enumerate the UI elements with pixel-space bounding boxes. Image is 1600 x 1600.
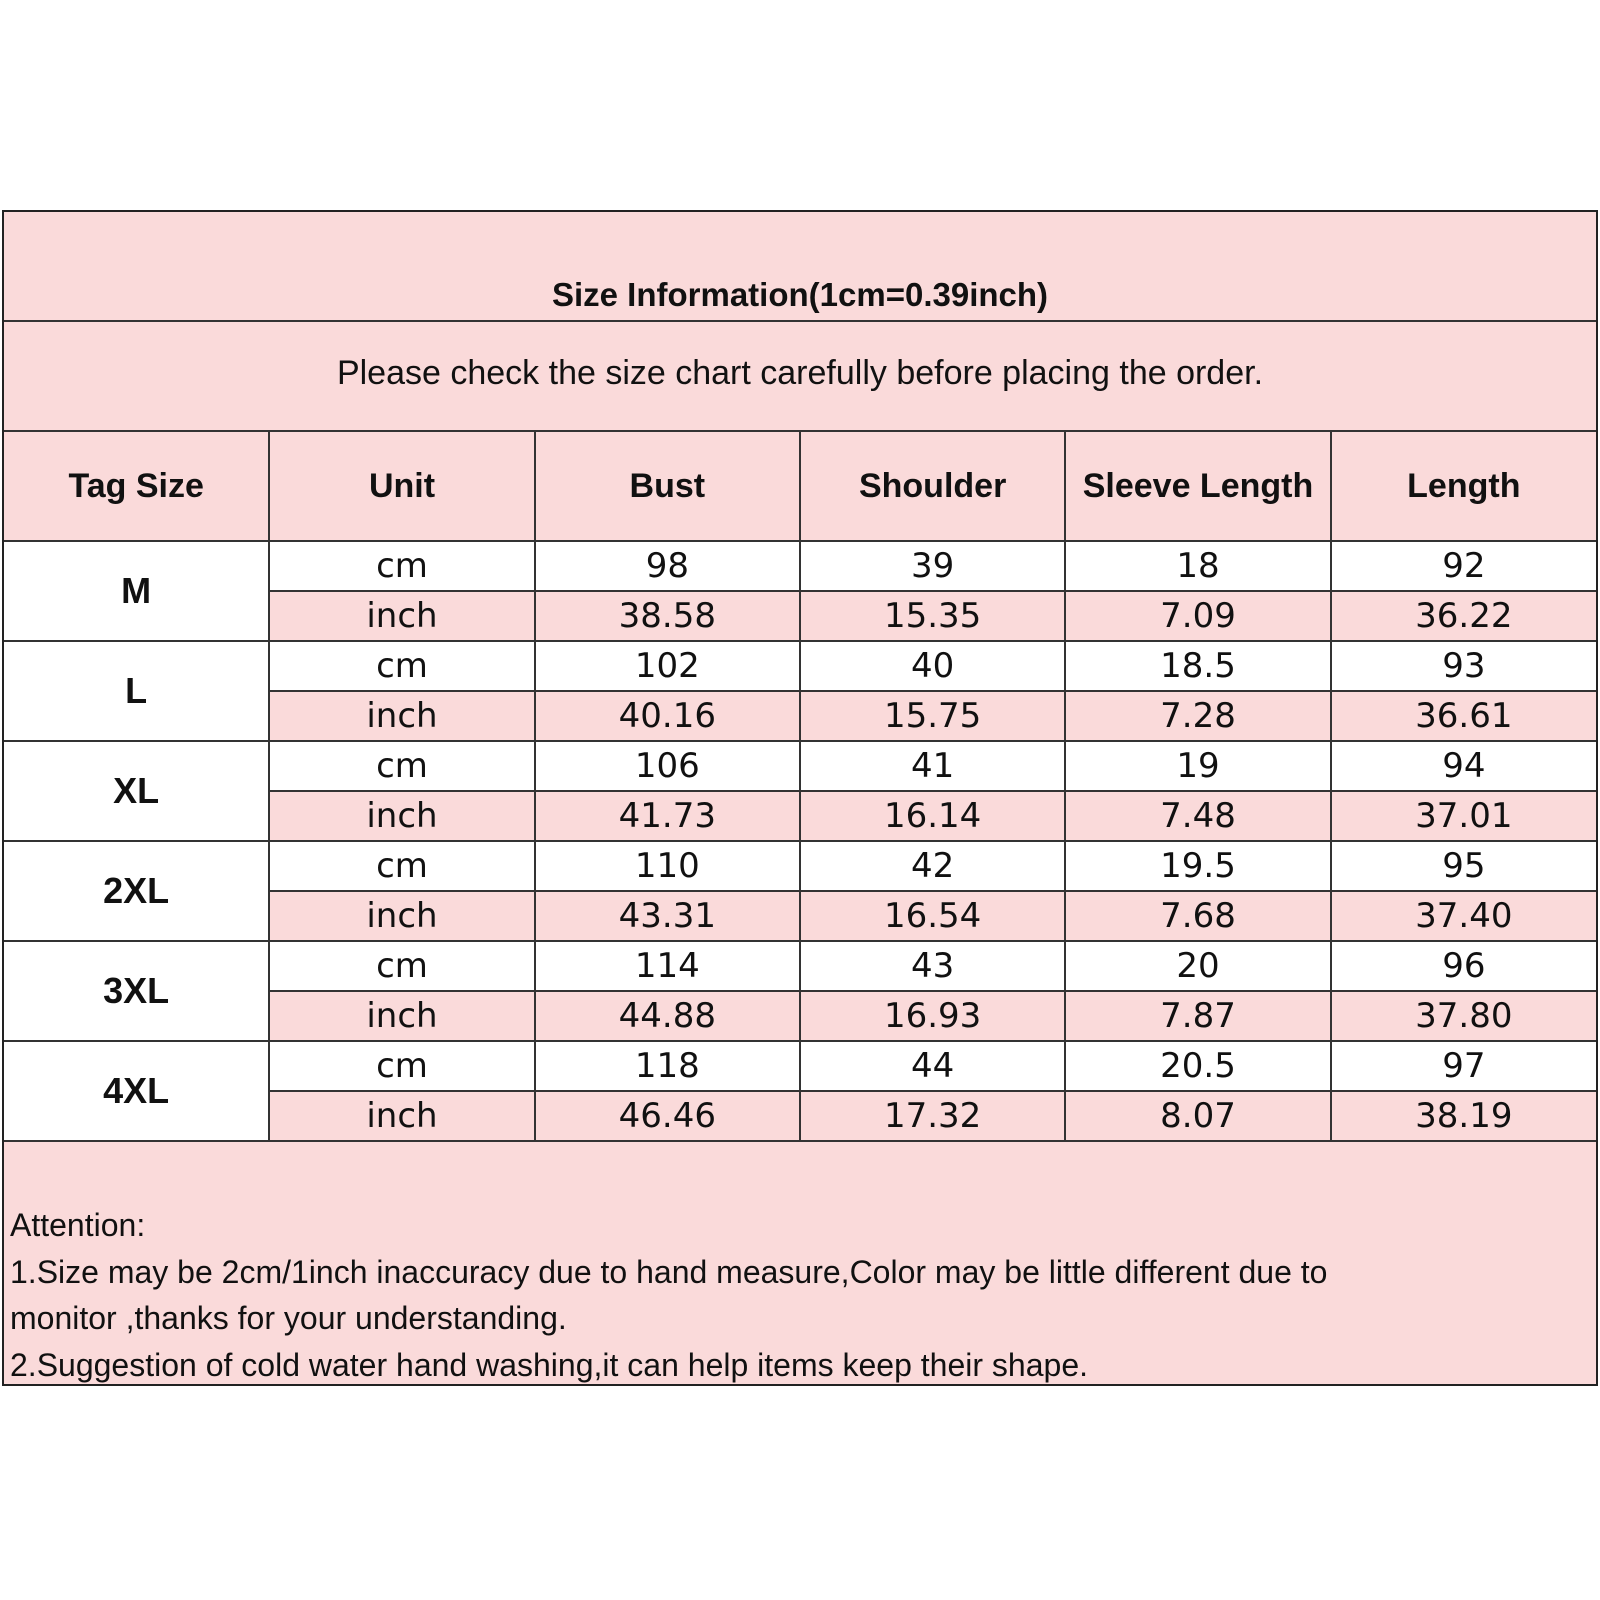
table-row (4, 641, 1596, 691)
unit-cell: cm (269, 641, 534, 691)
length-cell: 36.22 (1331, 591, 1596, 641)
unit-cell: inch (269, 891, 534, 941)
size-table-body (4, 541, 1596, 1141)
title-band (4, 212, 1596, 322)
sleeve-length-cell: 7.48 (1065, 791, 1330, 841)
length-cell: 36.61 (1331, 691, 1596, 741)
notes-line: 1.Size may be 2cm/1inch inaccuracy due to hand measure,Color may be little different due to (10, 1253, 1328, 1290)
shoulder-cell: 44 (800, 1041, 1065, 1091)
bust-cell: 110 (535, 841, 800, 891)
length-cell: 94 (1331, 741, 1596, 791)
size-chart (2, 210, 1598, 1386)
bust-cell: 114 (535, 941, 800, 991)
col-header-tag-size: Tag Size (4, 432, 269, 541)
bust-cell: 46.46 (535, 1091, 800, 1141)
chart-subtitle: Please check the size chart carefully before placing the order. (336, 353, 1264, 392)
bust-cell: 118 (535, 1041, 800, 1091)
table-row (4, 941, 1596, 991)
shoulder-cell: 39 (800, 541, 1065, 591)
shoulder-cell: 16.54 (800, 891, 1065, 941)
size-table (4, 432, 1596, 1142)
col-header-length: Length (1331, 432, 1596, 541)
sleeve-length-cell: 19 (1065, 741, 1330, 791)
unit-cell: cm (269, 841, 534, 891)
shoulder-cell: 16.14 (800, 791, 1065, 841)
col-header-sleeve-length: Sleeve Length (1065, 432, 1330, 541)
notes-line: monitor ,thanks for your understanding. (10, 1300, 567, 1336)
sleeve-length-cell: 20 (1065, 941, 1330, 991)
length-cell: 38.19 (1331, 1091, 1596, 1141)
shoulder-cell: 15.75 (800, 691, 1065, 741)
length-cell: 97 (1331, 1041, 1596, 1091)
sleeve-length-cell: 7.68 (1065, 891, 1330, 941)
subtitle-band (4, 322, 1596, 432)
shoulder-cell: 40 (800, 641, 1065, 691)
length-cell: 95 (1331, 841, 1596, 891)
tag-size-cell: 3XL (4, 941, 269, 1041)
length-cell: 92 (1331, 541, 1596, 591)
sleeve-length-cell: 7.09 (1065, 591, 1330, 641)
shoulder-cell: 43 (800, 941, 1065, 991)
shoulder-cell: 15.35 (800, 591, 1065, 641)
shoulder-cell: 41 (800, 741, 1065, 791)
attention-notes (10, 1202, 1586, 1388)
shoulder-cell: 17.32 (800, 1091, 1065, 1141)
tag-size-cell: XL (4, 741, 269, 841)
unit-cell: cm (269, 541, 534, 591)
unit-cell: cm (269, 741, 534, 791)
sleeve-length-cell: 20.5 (1065, 1041, 1330, 1091)
tag-size-cell: L (4, 641, 269, 741)
shoulder-cell: 16.93 (800, 991, 1065, 1041)
bust-cell: 43.31 (535, 891, 800, 941)
bust-cell: 38.58 (535, 591, 800, 641)
bust-cell: 102 (535, 641, 800, 691)
length-cell: 93 (1331, 641, 1596, 691)
unit-cell: cm (269, 941, 534, 991)
shoulder-cell: 42 (800, 841, 1065, 891)
unit-cell: inch (269, 591, 534, 641)
tag-size-cell: M (4, 541, 269, 641)
bust-cell: 41.73 (535, 791, 800, 841)
col-header-unit: Unit (269, 432, 534, 541)
sleeve-length-cell: 7.28 (1065, 691, 1330, 741)
table-row (4, 841, 1596, 891)
tag-size-cell: 4XL (4, 1041, 269, 1141)
bust-cell: 106 (535, 741, 800, 791)
unit-cell: cm (269, 1041, 534, 1091)
unit-cell: inch (269, 991, 534, 1041)
sleeve-length-cell: 19.5 (1065, 841, 1330, 891)
sleeve-length-cell: 18.5 (1065, 641, 1330, 691)
length-cell: 96 (1331, 941, 1596, 991)
length-cell: 37.40 (1331, 891, 1596, 941)
tag-size-cell: 2XL (4, 841, 269, 941)
notes-line: 2.Suggestion of cold water hand washing,it can help items keep their shape. (10, 1346, 1088, 1383)
unit-cell: inch (269, 791, 534, 841)
length-cell: 37.80 (1331, 991, 1596, 1041)
unit-cell: inch (269, 1091, 534, 1141)
notes-heading: Attention: (10, 1207, 146, 1243)
table-row (4, 541, 1596, 591)
sleeve-length-cell: 18 (1065, 541, 1330, 591)
header-row (4, 432, 1596, 541)
bust-cell: 40.16 (535, 691, 800, 741)
unit-cell: inch (269, 691, 534, 741)
sleeve-length-cell: 8.07 (1065, 1091, 1330, 1141)
table-row (4, 741, 1596, 791)
chart-title: Size Information(1cm=0.39inch) (551, 276, 1049, 313)
sleeve-length-cell: 7.87 (1065, 991, 1330, 1041)
col-header-bust: Bust (535, 432, 800, 541)
length-cell: 37.01 (1331, 791, 1596, 841)
col-header-shoulder: Shoulder (800, 432, 1065, 541)
bust-cell: 98 (535, 541, 800, 591)
table-row (4, 1041, 1596, 1091)
bust-cell: 44.88 (535, 991, 800, 1041)
